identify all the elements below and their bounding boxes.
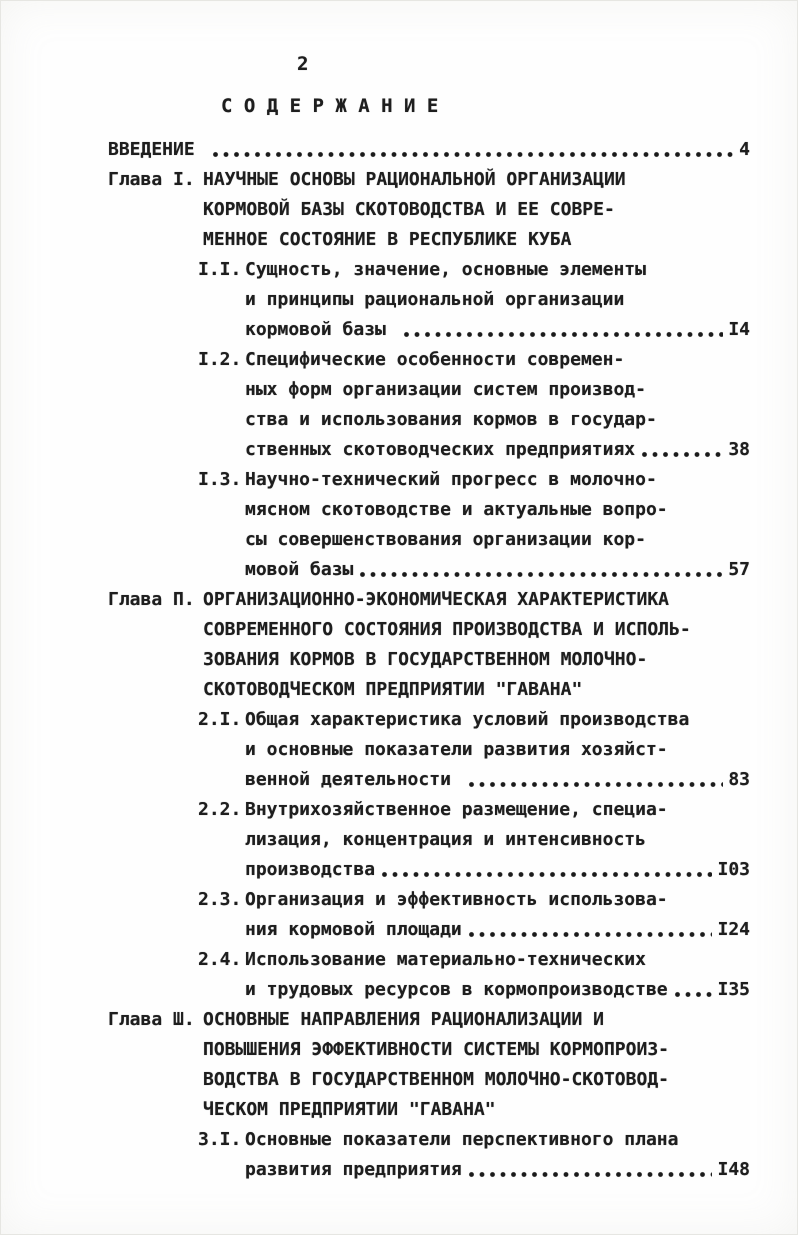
toc-entry-section — [198, 255, 750, 345]
toc-entry-body — [245, 255, 750, 345]
dot-leader — [640, 450, 723, 459]
toc-entry-text: сы совершенствования организации кор- — [245, 529, 646, 550]
toc-entry-line — [245, 495, 750, 525]
toc-entry-line — [245, 705, 750, 735]
toc-entry-text: МЕННОЕ СОСТОЯНИЕ В РЕСПУБЛИКЕ КУБА — [203, 229, 572, 250]
toc-entry-text: ЧЕСКОМ ПРЕДПРИЯТИИ "ГАВАНА" — [203, 1099, 496, 1120]
toc-entry-number: 2.I. — [198, 709, 242, 730]
toc-page-number: I24 — [717, 919, 750, 940]
toc-entry-line — [203, 1035, 750, 1065]
toc-entry-line — [245, 435, 750, 465]
toc-entry-line — [245, 255, 750, 285]
toc-entry-number: I.2. — [198, 349, 242, 370]
toc-page-number: 83 — [728, 769, 750, 790]
toc-entry-text: Научно-технический прогресс в молочно- — [245, 469, 657, 490]
toc-entry-line — [203, 585, 750, 615]
toc-entry-section — [198, 945, 750, 1005]
toc-entry-text: Общая характеристика условий производства — [245, 709, 690, 730]
toc-entry-line — [203, 645, 750, 675]
toc-page-number: I4 — [728, 319, 750, 340]
toc-page-number: I35 — [717, 979, 750, 1000]
toc-entry-section — [198, 885, 750, 945]
toc-entry-body — [245, 885, 750, 945]
dot-leader — [211, 150, 735, 159]
toc-entry-line — [203, 1065, 750, 1095]
toc-entry-line — [245, 315, 750, 345]
toc-entry-number: Глава I. — [108, 169, 195, 190]
toc-entry-text: НАУЧНЫЕ ОСНОВЫ РАЦИОНАЛЬНОЙ ОРГАНИЗАЦИИ — [203, 169, 626, 190]
toc-entry-section — [198, 465, 750, 585]
toc-page-number: I03 — [717, 859, 750, 880]
toc-entry-line — [203, 1095, 750, 1125]
toc-entry-body — [203, 1005, 750, 1125]
toc-entry-text: венной деятельности — [245, 769, 462, 790]
toc-entry-line — [245, 975, 750, 1005]
dot-leader — [467, 930, 713, 939]
toc-entry-line — [203, 615, 750, 645]
dot-leader — [358, 570, 723, 579]
toc-entry-label: ВВЕДЕНИЕ — [108, 139, 206, 160]
toc-entry-text: ВОДСТВА В ГОСУДАРСТВЕННОМ МОЛОЧНО-СКОТОВОД- — [203, 1069, 669, 1090]
page-number: 2 — [297, 53, 309, 75]
toc-entry-body — [245, 795, 750, 885]
toc-entry-number: Глава Ш. — [108, 1009, 195, 1030]
toc-entry-text: Специфические особенности современ- — [245, 349, 625, 370]
toc-entry-line — [203, 225, 750, 255]
toc-entry-line — [245, 855, 750, 885]
toc-entry-body — [203, 585, 750, 705]
toc-entry-line — [245, 885, 750, 915]
dot-leader — [402, 330, 724, 339]
toc-entry-line — [245, 825, 750, 855]
toc-entry-line — [245, 945, 750, 975]
toc-entry-line — [245, 375, 750, 405]
dot-leader — [673, 990, 713, 999]
toc-entry-text: ния кормовой площади — [245, 919, 462, 940]
toc-entry-text: КОРМОВОЙ БАЗЫ СКОТОВОДСТВА И ЕЕ СОВРЕ- — [203, 199, 615, 220]
toc-entry-text: СОВРЕМЕННОГО СОСТОЯНИЯ ПРОИЗВОДСТВА И ИСПОЛЬ- — [203, 619, 691, 640]
toc-entries — [0, 135, 798, 1185]
toc-entry-line — [245, 525, 750, 555]
toc-entry-text: ных форм организации систем производ- — [245, 379, 646, 400]
toc-entry-line — [245, 795, 750, 825]
toc-page-number: 57 — [728, 559, 750, 580]
toc-entry-text: СКОТОВОДЧЕСКОМ ПРЕДПРИЯТИИ "ГАВАНА" — [203, 679, 583, 700]
toc-entry-number: I.I. — [198, 259, 242, 280]
toc-entry-chapter — [108, 165, 750, 255]
toc-entry-text: и принципы рациональной организации — [245, 289, 625, 310]
dot-leader — [467, 1170, 713, 1179]
toc-entry-line — [245, 465, 750, 495]
toc-entry-line — [245, 735, 750, 765]
toc-entry-section — [198, 1125, 750, 1185]
toc-entry-line — [203, 675, 750, 705]
toc-entry-body — [245, 465, 750, 585]
toc-entry-text: и основные показатели развития хозяйст- — [245, 739, 668, 760]
toc-entry-number: 3.I. — [198, 1129, 242, 1150]
toc-page-number: 38 — [728, 439, 750, 460]
toc-entry-text: ства и использования кормов в государ- — [245, 409, 657, 430]
toc-entry-body — [203, 165, 750, 255]
toc-entry-text: Сущность, значение, основные элементы — [245, 259, 646, 280]
toc-entry-body — [245, 345, 750, 465]
toc-entry-line — [245, 915, 750, 945]
toc-entry-number: I.3. — [198, 469, 242, 490]
toc-entry-line — [245, 1155, 750, 1185]
toc-page-number: I48 — [717, 1159, 750, 1180]
toc-entry-text: Организация и эффективность использова- — [245, 889, 668, 910]
toc-entry-text: Основные показатели перспективного плана — [245, 1129, 679, 1150]
toc-entry-section — [198, 795, 750, 885]
toc-entry-text: Внутрихозяйственное размещение, специа- — [245, 799, 668, 820]
toc-entry-line — [203, 195, 750, 225]
toc-entry-text: ЗОВАНИЯ КОРМОВ В ГОСУДАРСТВЕННОМ МОЛОЧНО- — [203, 649, 648, 670]
page-title: С О Д Е Р Ж А Н И Е — [221, 95, 439, 117]
toc-entry-section — [198, 705, 750, 795]
toc-entry-intro — [108, 135, 750, 165]
dot-leader — [467, 780, 724, 789]
toc-entry-text: ственных скотоводческих предприятиях — [245, 439, 636, 460]
toc-entry-text: мовой базы — [245, 559, 354, 580]
toc-entry-line — [245, 405, 750, 435]
toc-entry-chapter — [108, 1005, 750, 1125]
toc-entry-line — [245, 765, 750, 795]
toc-entry-body — [245, 1125, 750, 1185]
toc-entry-text: Использование материально-технических — [245, 949, 646, 970]
toc-entry-number: 2.2. — [198, 799, 242, 820]
toc-entry-number: Глава П. — [108, 589, 195, 610]
toc-entry-line — [245, 285, 750, 315]
dot-leader — [380, 870, 712, 879]
toc-entry-line — [203, 165, 750, 195]
toc-entry-line — [245, 555, 750, 585]
toc-entry-number: 2.4. — [198, 949, 242, 970]
toc-entry-text: производства — [245, 859, 376, 880]
toc-page-number: 4 — [739, 139, 750, 160]
toc-entry-text: развития предприятия — [245, 1159, 462, 1180]
toc-entry-body — [245, 945, 750, 1005]
toc-entry-text: ПОВЫШЕНИЯ ЭФФЕКТИВНОСТИ СИСТЕМЫ КОРМОПРОИЗ- — [203, 1039, 669, 1060]
toc-entry-chapter — [108, 585, 750, 705]
toc-entry-line — [245, 345, 750, 375]
toc-entry-number: 2.3. — [198, 889, 242, 910]
toc-entry-text: лизация, концентрация и интенсивность — [245, 829, 646, 850]
toc-entry-text: ОСНОВНЫЕ НАПРАВЛЕНИЯ РАЦИОНАЛИЗАЦИИ И — [203, 1009, 604, 1030]
toc-entry-text: мясном скотоводстве и актуальные вопро- — [245, 499, 668, 520]
toc-entry-text: ОРГАНИЗАЦИОННО-ЭКОНОМИЧЕСКАЯ ХАРАКТЕРИСТИКА — [203, 589, 669, 610]
toc-entry-section — [198, 345, 750, 465]
toc-entry-text: кормовой базы — [245, 319, 397, 340]
toc-entry-line — [245, 1125, 750, 1155]
toc-entry-text: и трудовых ресурсов в кормопроизводстве — [245, 979, 668, 1000]
toc-entry-body — [245, 705, 750, 795]
toc-entry-line — [203, 1005, 750, 1035]
